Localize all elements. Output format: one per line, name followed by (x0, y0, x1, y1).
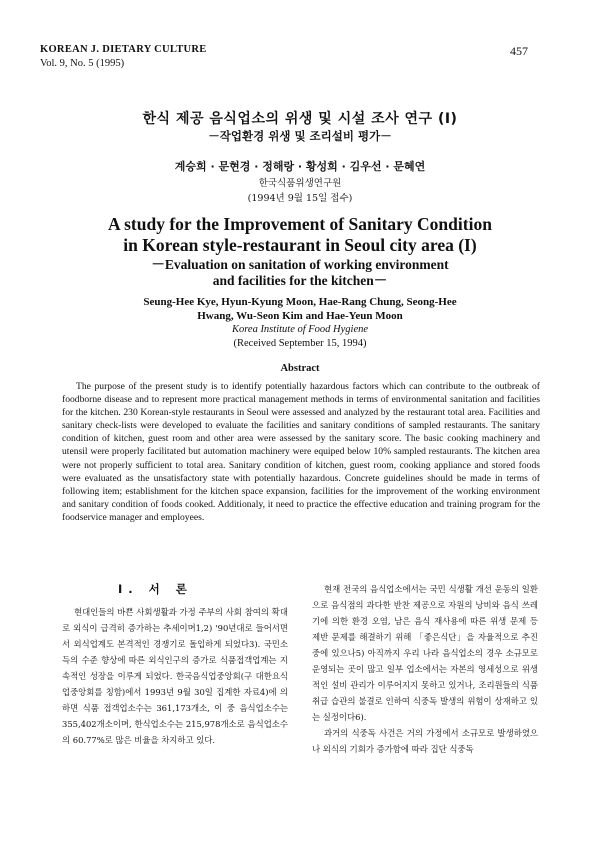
body-column-left (62, 604, 288, 748)
abstract-heading: Abstract (280, 363, 320, 374)
korean-subtitle: －작업환경 위생 및 조리설비 평가－ (208, 129, 392, 143)
korean-received-date: (1994년 9월 15일 접수) (247, 193, 353, 204)
english-title: A study for the Improvement of Sanitary Condition in Korean style-restaurant in Seoul city area (I) (108, 214, 492, 255)
journal-volume: Vol. 9, No. 5 (1995) (40, 58, 125, 69)
korean-institute: 한국식품위생연구원 (258, 178, 342, 189)
abstract-text: The purpose of the present study is to identify potentially hazardous factors which can contribute to the outbreak of foodborne disease and to represent more practical management methods in terms of environmental sanitation and facilities for the kitchen. 230 Korean-style restaurants in Seoul were assessed and analyzed by the restaurant total area. Facilities and sanitary check-lists were developed to evaluate the facilities and sanitary conditions of sampled restaurants. The sanitary condition of kitchen, guest room and other area were assessed by the sanitary score. The basic cooking machinery and utensil were properly facilitated but automation machinery were equiped below 10% sampled restaurants. The kitchen area were not properly sufficient to total area. Sanitary condition of kitchen, guest room, cooking appliance and stored foods were evaluated as the unsatisfactory state with potentially hazardous. Concrete guidelines should be made in terms of following item; establishment for the kitchen space expansion, facilities for the improvement of the working environment and sanitary condition of foods cooked. Additionaly, it need to practice the effective education and training program for the foodservice manager and employees. (62, 381, 540, 523)
english-received-date: (Received September 15, 1994) (233, 338, 367, 349)
english-institute: Korea Institute of Food Hygiene (231, 324, 369, 335)
body-column-right (312, 581, 538, 757)
body-paragraph: 과거의 식중독 사건은 거의 가정에서 소규모로 발생하였으나 외식의 기회가 증가함에 따라 집단 식중독 (312, 728, 538, 754)
english-subtitle: －Evaluation on sanitation of working environment and facilities for the kitchen－ (151, 257, 449, 288)
korean-title: 한식 제공 음식업소의 위생 및 시설 조사 연구 (I) (142, 111, 458, 127)
page-number: 457 (510, 44, 528, 58)
body-paragraph: 현대인들의 바쁜 사회생활과 가정 주부의 사회 참여의 확대로 외식이 급격히 증가하는 추세이며1,2) '90년대로 들어서면서 외식업계도 본격적인 경쟁기로 돌입하게 되었다3). 국민소득의 수준 향상에 따른 외식인구의 증가로 식품접객업계는 지속적인 성장을 이루게 되었다. 한국음식업중앙회(구 대한요식업중앙회를 칭함)에서 1993년 9월 30일 집계한 자료4)에 의하면 식품 접객업소수는 361,173개소, 이 중 음식업소수는 355,402개소이며, 한식업소수는 215,978개소로 음식업소수의 60.77%로 많은 비율을 차지하고 있다. (62, 607, 288, 745)
section-heading: I. 서 론 (118, 582, 193, 596)
korean-authors: 계승희 · 문현경 · 정해랑 · 황성희 · 김우선 · 문혜연 (174, 160, 426, 173)
journal-name: KOREAN J. DIETARY CULTURE (40, 44, 207, 55)
body-paragraph: 현재 전국의 음식업소에서는 국민 식생활 개선 운동의 일환으로 음식점의 과다한 반찬 제공으로 자원의 낭비와 음식 쓰레기에 의한 환경 오염, 남은 음식 재사용에 따른 위생 문제 등 제반 문제를 해결하기 위해 「좋은식단」을 자율적으로 추진 중에 있으나5) 아직까지 우리 나라 음식업소의 경우 소규모로 운영되는 곳이 많고 일부 업소에서는 자본의 영세성으로 위생적인 설비 관리가 이루어지지 못하고 있거나, 조리원들의 식품 취급 습관의 불결로 인하여 식중독 발생의 위험이 상재하고 있는 실정이다6). (312, 584, 538, 722)
english-authors: Seung-Hee Kye, Hyun-Kyung Moon, Hae-Rang Chung, Seong-Hee Hwang, Wu-Seon Kim and Hae-Yeun Moon (143, 296, 457, 322)
